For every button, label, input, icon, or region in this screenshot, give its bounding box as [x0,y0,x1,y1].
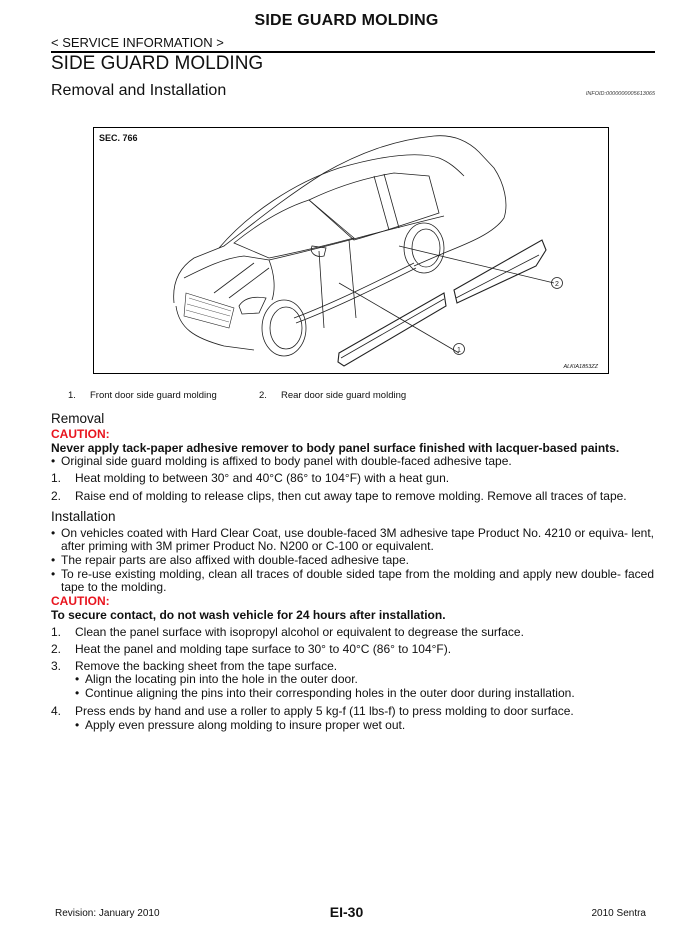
caution-text: To secure contact, do not wash vehicle for 24 hours after installation. [51,608,446,622]
sub-list-item: • Align the locating pin into the hole in the outer door. [75,672,358,686]
page-header-title: SIDE GUARD MOLDING [254,12,439,29]
step-item: 1. Heat molding to between 30° and 40°C (86° to 104°F) with a heat gun. [51,471,450,485]
legend-item-2: 2. Rear door side guard molding [259,390,407,401]
step-item: 2. Heat the panel and molding tape surface to 30° to 40°C (86° to 104°F). [51,642,452,656]
breadcrumb: < SERVICE INFORMATION > [51,35,224,50]
list-item: • Original side guard molding is affixed to body panel with double-faced adhesive tape. [51,454,512,468]
sub-list-item: • Continue aligning the pins into their corresponding holes in the outer door during installation. [75,686,575,700]
caution-label: CAUTION: [51,427,110,441]
callout-2: 2 [555,281,559,288]
callout-1: 1 [457,347,461,354]
legend-label: Rear door side guard molding [281,390,407,401]
subsection-title: Removal and Installation [51,82,227,99]
vehicle-model: 2010 Sentra [591,908,646,919]
figure-code: ALKIA1853ZZ [563,364,598,370]
legend-item-1: 1. Front door side guard molding [68,390,217,401]
caution-text: Never apply tack-paper adhesive remover to body panel surface finished with lacquer-based paints. [51,441,620,455]
step-item: 4. Press ends by hand and use a roller to apply 5 kg-f (11 lbs-f) to press molding to door surface. [51,704,574,718]
removal-heading: Removal [51,411,105,426]
installation-heading: Installation [51,509,116,524]
step-item: 3. Remove the backing sheet from the tape surface. [51,659,338,673]
list-item: • To re-use existing molding, clean all traces of double sided tape from the molding and apply new double- faced tape to the molding. [51,567,654,594]
car-molding-illustration [94,128,608,373]
section-title: SIDE GUARD MOLDING [51,53,264,74]
sub-list-item: • Apply even pressure along molding to insure proper wet out. [75,718,406,732]
section-number-label: SEC. 766 [99,133,138,143]
step-item: 1. Clean the panel surface with isopropyl alcohol or equivalent to degrease the surface. [51,625,524,639]
step-item: 2. Raise end of molding to release clips, then cut away tape to remove molding. Remove all traces of tape. [51,489,627,503]
list-item: • On vehicles coated with Hard Clear Coat, use double-faced 3M adhesive tape Product No. 4210 or equiva- lent, after priming with 3M primer Product No. N200 or C-100 or equivalent. [51,526,655,553]
caution-label: CAUTION: [51,594,110,608]
revision-date: Revision: January 2010 [55,908,160,919]
list-item: • The repair parts are also affixed with double-faced adhesive tape. [51,553,409,567]
info-id: INFOID:0000000005613065 [585,91,655,97]
page-number: EI-30 [329,904,364,920]
legend-label: Front door side guard molding [90,390,217,401]
diagram-figure [93,127,609,374]
